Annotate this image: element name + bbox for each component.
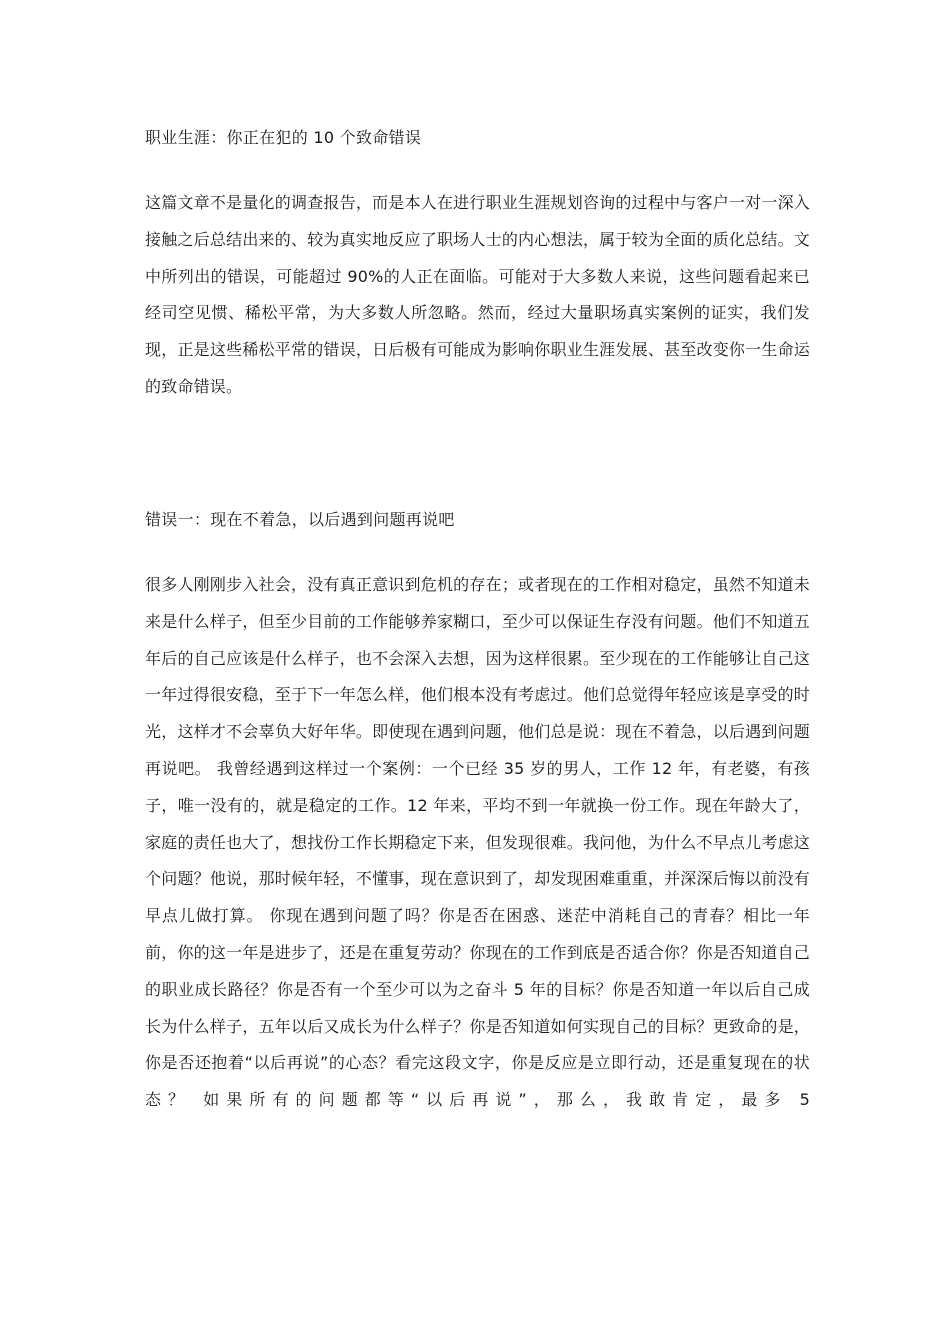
- document-title: 职业生涯：你正在犯的 10 个致命错误: [145, 128, 422, 147]
- intro-paragraph: 这篇文章不是量化的调查报告，而是本人在进行职业生涯规划咨询的过程中与客户一对一深入接触之后总结出来的、较为真实地反应了职场人士的内心想法，属于较为全面的质化总结。文中所列出的错误，可能超过 90%的人正在面临。可能对于大多数人来说，这些问题看起来已经司空见惯、稀松平常，为大多数人所忽略。然而，经过大量职场真实案例的证实，我们发现，正是这些稀松平常的错误，日后极有可能成为影响你职业生涯发展、甚至改变你一生命运的致命错误。: [145, 193, 810, 396]
- section-heading: 错误一：现在不着急，以后遇到问题再说吧: [145, 510, 455, 529]
- section-paragraph: 很多人刚刚步入社会，没有真正意识到危机的存在；或者现在的工作相对稳定，虽然不知道未来是什么样子，但至少目前的工作能够养家糊口，至少可以保证生存没有问题。他们不知道五年后的自己应该是什么样子，也不会深入去想，因为这样很累。至少现在的工作能够让自己这一年过得很安稳，至于下一年怎么样，他们根本没有考虑过。他们总觉得年轻应该是享受的时光，这样才不会辜负大好年华。即使现在遇到问题，他们总是说：现在不着急，以后遇到问题再说吧。 我曾经遇到这样过一个案例：一个已经 35 岁的男人，工作 12 年，有老婆，有孩子，唯一没有的，就是稳定的工作。12 年来，平均不到一年就换一份工作。现在年龄大了，家庭的责任也大了，想找份工作长期稳定下来，但发现很难。我问他，为什么不早点儿考虑这个问题？他说，那时候年轻，不懂事，现在意识到了，却发现困难重重，并深深后悔以前没有早点儿做打算。 你现在遇到问题了吗？你是否在困惑、迷茫中消耗自己的青春？相比一年前，你的这一年是进步了，还是在重复劳动？你现在的工作到底是否适合你？你是否知道自己的职业成长路径？你是否有一个至少可以为之奋斗 5 年的目标？你是否知道一年以后自己成长为什么样子，五年以后又成长为什么样子？你是否知道如何实现自己的目标？更致命的是，你是否还抱着“以后再说”的心态？看完这段文字，你是反应是立即行动，还是重复现在的状态？ 如果所有的问题都等“以后再说”，那么，我敢肯定，最多 5: [145, 575, 810, 1110]
